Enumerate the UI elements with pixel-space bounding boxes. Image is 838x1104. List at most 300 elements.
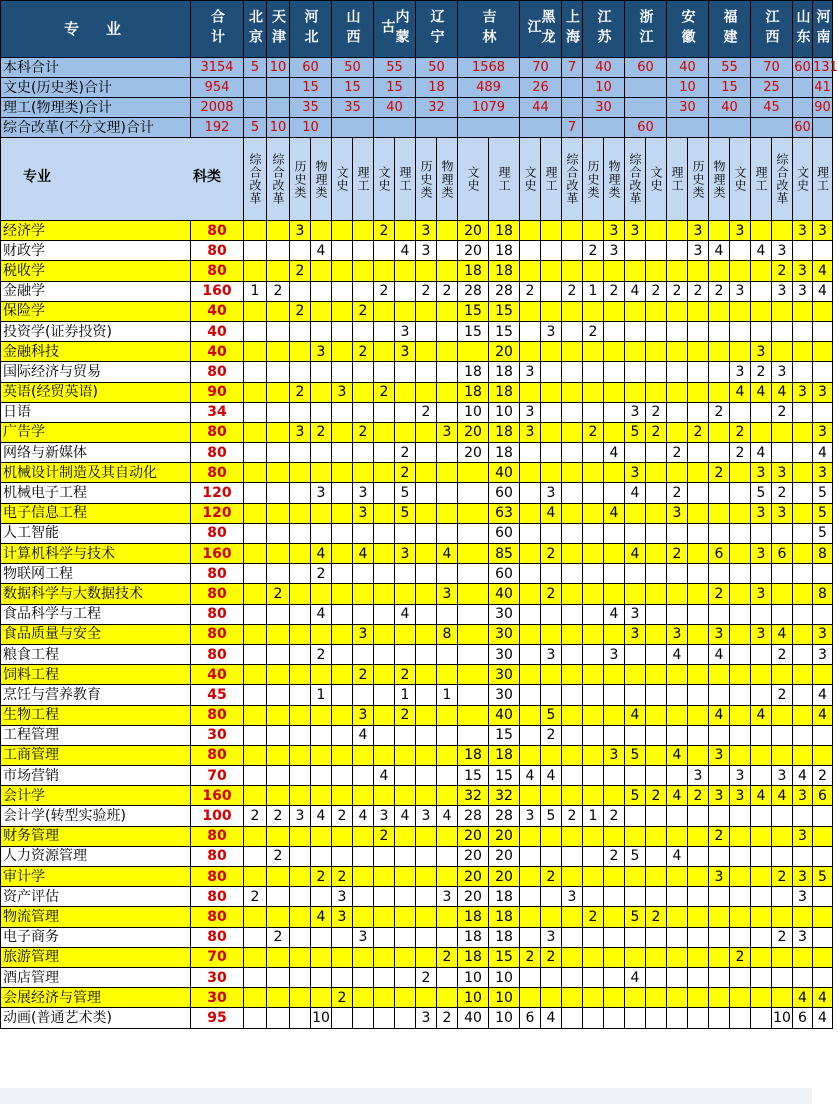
quota-cell: 2 bbox=[374, 281, 395, 301]
quota-cell bbox=[458, 564, 489, 584]
summary-cell: 70 bbox=[751, 58, 793, 78]
quota-cell bbox=[374, 988, 395, 1008]
summary-cell: 15 bbox=[290, 78, 332, 98]
quota-cell: 15 bbox=[489, 725, 520, 745]
quota-cell bbox=[562, 604, 583, 624]
major-total: 80 bbox=[191, 624, 244, 644]
quota-cell bbox=[395, 523, 416, 543]
quota-cell bbox=[416, 705, 437, 725]
quota-cell bbox=[646, 685, 667, 705]
quota-cell: 5 bbox=[813, 867, 833, 887]
quota-cell: 2 bbox=[520, 281, 541, 301]
quota-cell bbox=[813, 604, 833, 624]
major-total: 40 bbox=[191, 301, 244, 321]
quota-cell bbox=[709, 725, 730, 745]
quota-cell: 40 bbox=[458, 1008, 489, 1028]
quota-cell: 2 bbox=[667, 544, 688, 564]
major-name: 计算机科学与技术 bbox=[1, 544, 191, 564]
major-row bbox=[1, 362, 833, 382]
quota-cell bbox=[311, 826, 332, 846]
quota-cell bbox=[646, 806, 667, 826]
quota-cell bbox=[772, 705, 793, 725]
quota-cell bbox=[520, 907, 541, 927]
quota-cell bbox=[583, 463, 604, 483]
major-row bbox=[1, 786, 833, 806]
major-row bbox=[1, 665, 833, 685]
quota-cell bbox=[374, 665, 395, 685]
quota-cell bbox=[267, 1008, 290, 1028]
quota-cell bbox=[374, 725, 395, 745]
quota-cell: 2 bbox=[374, 826, 395, 846]
quota-cell: 1 bbox=[583, 281, 604, 301]
quota-cell bbox=[688, 483, 709, 503]
quota-cell bbox=[244, 564, 267, 584]
quota-cell bbox=[332, 483, 353, 503]
quota-cell bbox=[244, 947, 267, 967]
quota-cell: 40 bbox=[489, 463, 520, 483]
quota-cell bbox=[520, 483, 541, 503]
quota-cell bbox=[688, 947, 709, 967]
quota-cell: 2 bbox=[353, 342, 374, 362]
quota-cell bbox=[772, 806, 793, 826]
quota-cell bbox=[437, 483, 458, 503]
quota-cell bbox=[604, 422, 625, 442]
major-name: 电子信息工程 bbox=[1, 503, 191, 523]
quota-cell bbox=[290, 1008, 311, 1028]
quota-cell: 63 bbox=[489, 503, 520, 523]
quota-cell bbox=[730, 685, 751, 705]
quota-cell: 18 bbox=[458, 745, 489, 765]
quota-cell bbox=[751, 422, 772, 442]
quota-cell bbox=[332, 826, 353, 846]
quota-cell bbox=[583, 604, 604, 624]
quota-cell bbox=[625, 725, 646, 745]
quota-cell bbox=[646, 644, 667, 664]
quota-cell bbox=[311, 584, 332, 604]
quota-cell bbox=[353, 644, 374, 664]
major-name: 会计学(转型实验班) bbox=[1, 806, 191, 826]
quota-cell bbox=[520, 443, 541, 463]
quota-cell bbox=[688, 846, 709, 866]
quota-cell: 4 bbox=[813, 685, 833, 705]
quota-cell bbox=[793, 806, 813, 826]
quota-cell: 4 bbox=[751, 443, 772, 463]
summary-cell: 131 bbox=[813, 58, 833, 78]
quota-cell bbox=[332, 443, 353, 463]
summary-cell: 30 bbox=[583, 98, 625, 118]
quota-cell: 3 bbox=[688, 241, 709, 261]
summary-cell bbox=[244, 98, 267, 118]
quota-cell bbox=[667, 261, 688, 281]
quota-cell bbox=[772, 907, 793, 927]
quota-cell bbox=[416, 604, 437, 624]
quota-cell bbox=[332, 362, 353, 382]
summary-cell: 70 bbox=[520, 58, 562, 78]
quota-cell bbox=[562, 503, 583, 523]
quota-cell bbox=[709, 907, 730, 927]
quota-cell bbox=[583, 584, 604, 604]
quota-cell bbox=[604, 261, 625, 281]
quota-cell bbox=[813, 927, 833, 947]
quota-cell bbox=[332, 544, 353, 564]
quota-cell: 3 bbox=[374, 806, 395, 826]
quota-cell: 2 bbox=[290, 261, 311, 281]
quota-cell: 20 bbox=[458, 241, 489, 261]
quota-cell bbox=[520, 624, 541, 644]
quota-cell: 2 bbox=[395, 705, 416, 725]
quota-cell: 2 bbox=[730, 443, 751, 463]
quota-cell bbox=[353, 584, 374, 604]
quota-cell: 18 bbox=[458, 927, 489, 947]
quota-cell: 2 bbox=[353, 301, 374, 321]
quota-cell: 4 bbox=[395, 241, 416, 261]
province-header: 山东 bbox=[793, 1, 813, 58]
major-row bbox=[1, 443, 833, 463]
quota-cell bbox=[353, 362, 374, 382]
quota-cell bbox=[667, 988, 688, 1008]
quota-cell: 2 bbox=[604, 806, 625, 826]
quota-cell: 5 bbox=[625, 846, 646, 866]
quota-cell: 2 bbox=[709, 402, 730, 422]
quota-cell bbox=[772, 887, 793, 907]
subject-type-header: 文史 bbox=[458, 138, 489, 221]
quota-cell bbox=[667, 705, 688, 725]
quota-cell: 30 bbox=[489, 665, 520, 685]
quota-cell bbox=[437, 867, 458, 887]
major-total: 80 bbox=[191, 221, 244, 241]
quota-cell: 5 bbox=[625, 422, 646, 442]
major-row bbox=[1, 745, 833, 765]
quota-cell bbox=[374, 564, 395, 584]
quota-cell bbox=[730, 503, 751, 523]
quota-cell bbox=[332, 766, 353, 786]
quota-cell bbox=[267, 443, 290, 463]
quota-cell bbox=[730, 261, 751, 281]
quota-cell bbox=[520, 604, 541, 624]
quota-cell bbox=[416, 786, 437, 806]
quota-cell: 3 bbox=[311, 483, 332, 503]
quota-cell: 4 bbox=[667, 846, 688, 866]
quota-cell: 15 bbox=[489, 321, 520, 341]
quota-cell bbox=[604, 382, 625, 402]
quota-cell bbox=[244, 786, 267, 806]
quota-cell bbox=[416, 564, 437, 584]
major-row bbox=[1, 826, 833, 846]
quota-cell: 4 bbox=[813, 705, 833, 725]
quota-cell bbox=[688, 342, 709, 362]
quota-cell bbox=[772, 443, 793, 463]
quota-cell: 5 bbox=[395, 483, 416, 503]
quota-cell bbox=[374, 624, 395, 644]
quota-cell bbox=[395, 301, 416, 321]
subject-type-header: 理工 bbox=[353, 138, 374, 221]
quota-cell bbox=[244, 584, 267, 604]
quota-cell bbox=[751, 564, 772, 584]
quota-cell bbox=[244, 463, 267, 483]
major-total: 45 bbox=[191, 685, 244, 705]
quota-cell bbox=[604, 887, 625, 907]
quota-cell: 18 bbox=[489, 382, 520, 402]
quota-cell bbox=[267, 362, 290, 382]
quota-cell: 3 bbox=[793, 927, 813, 947]
quota-cell bbox=[583, 685, 604, 705]
quota-cell bbox=[583, 221, 604, 241]
quota-cell bbox=[583, 261, 604, 281]
quota-cell bbox=[730, 846, 751, 866]
quota-cell bbox=[416, 503, 437, 523]
quota-cell bbox=[604, 321, 625, 341]
quota-cell bbox=[520, 241, 541, 261]
quota-cell bbox=[709, 564, 730, 584]
quota-cell: 2 bbox=[267, 281, 290, 301]
quota-cell bbox=[730, 463, 751, 483]
quota-cell: 5 bbox=[625, 786, 646, 806]
quota-cell bbox=[353, 463, 374, 483]
quota-cell bbox=[562, 241, 583, 261]
quota-cell: 18 bbox=[489, 907, 520, 927]
summary-cell bbox=[244, 78, 267, 98]
quota-cell bbox=[416, 261, 437, 281]
major-total: 80 bbox=[191, 261, 244, 281]
quota-cell bbox=[751, 321, 772, 341]
quota-cell: 5 bbox=[751, 483, 772, 503]
quota-cell bbox=[437, 463, 458, 483]
quota-cell bbox=[458, 604, 489, 624]
quota-cell bbox=[793, 422, 813, 442]
quota-cell bbox=[374, 907, 395, 927]
quota-cell: 3 bbox=[813, 644, 833, 664]
quota-cell bbox=[267, 483, 290, 503]
quota-cell bbox=[688, 261, 709, 281]
quota-cell bbox=[813, 362, 833, 382]
quota-cell bbox=[311, 463, 332, 483]
summary-cell bbox=[793, 98, 813, 118]
quota-cell bbox=[583, 443, 604, 463]
quota-cell bbox=[688, 1008, 709, 1028]
quota-cell bbox=[374, 846, 395, 866]
quota-cell bbox=[311, 887, 332, 907]
quota-cell bbox=[267, 544, 290, 564]
quota-cell bbox=[646, 887, 667, 907]
diagonal-header-cell bbox=[1, 138, 244, 221]
quota-cell bbox=[646, 988, 667, 1008]
quota-cell bbox=[290, 503, 311, 523]
quota-cell bbox=[311, 382, 332, 402]
quota-cell bbox=[688, 826, 709, 846]
quota-cell bbox=[583, 483, 604, 503]
quota-cell bbox=[244, 745, 267, 765]
quota-cell: 28 bbox=[458, 281, 489, 301]
quota-cell: 18 bbox=[458, 907, 489, 927]
quota-cell bbox=[583, 947, 604, 967]
major-name: 金融学 bbox=[1, 281, 191, 301]
quota-cell bbox=[353, 402, 374, 422]
quota-cell bbox=[353, 786, 374, 806]
subject-type-header: 综合改革 bbox=[562, 138, 583, 221]
quota-cell: 8 bbox=[437, 624, 458, 644]
quota-cell bbox=[520, 927, 541, 947]
quota-cell bbox=[353, 1008, 374, 1028]
quota-cell: 2 bbox=[290, 301, 311, 321]
quota-cell bbox=[667, 241, 688, 261]
quota-cell bbox=[667, 402, 688, 422]
quota-cell bbox=[437, 503, 458, 523]
quota-cell: 3 bbox=[813, 382, 833, 402]
summary-cell: 50 bbox=[332, 58, 374, 78]
quota-cell bbox=[458, 483, 489, 503]
quota-cell bbox=[267, 221, 290, 241]
subject-type-header: 理工 bbox=[813, 138, 833, 221]
quota-cell bbox=[267, 422, 290, 442]
quota-cell: 2 bbox=[267, 846, 290, 866]
quota-cell bbox=[374, 463, 395, 483]
summary-cell bbox=[709, 118, 751, 138]
summary-row bbox=[1, 98, 833, 118]
major-row bbox=[1, 261, 833, 281]
quota-cell bbox=[332, 241, 353, 261]
quota-cell bbox=[416, 725, 437, 745]
major-total: 80 bbox=[191, 846, 244, 866]
quota-cell: 2 bbox=[311, 644, 332, 664]
quota-cell: 2 bbox=[353, 665, 374, 685]
quota-cell: 3 bbox=[688, 766, 709, 786]
province-header: 吉林 bbox=[458, 1, 520, 58]
quota-cell bbox=[541, 523, 562, 543]
quota-cell bbox=[311, 786, 332, 806]
quota-cell bbox=[290, 967, 311, 987]
quota-cell bbox=[332, 927, 353, 947]
major-name: 电子商务 bbox=[1, 927, 191, 947]
quota-cell: 3 bbox=[813, 422, 833, 442]
quota-cell: 1 bbox=[311, 685, 332, 705]
quota-cell bbox=[646, 766, 667, 786]
quota-cell bbox=[688, 685, 709, 705]
quota-cell bbox=[416, 362, 437, 382]
quota-cell bbox=[332, 463, 353, 483]
quota-cell bbox=[667, 887, 688, 907]
quota-cell bbox=[772, 422, 793, 442]
quota-cell: 3 bbox=[437, 422, 458, 442]
quota-cell bbox=[244, 867, 267, 887]
quota-cell: 2 bbox=[520, 947, 541, 967]
quota-cell bbox=[437, 564, 458, 584]
quota-cell bbox=[244, 382, 267, 402]
summary-cell: 15 bbox=[374, 78, 416, 98]
quota-cell: 4 bbox=[751, 241, 772, 261]
quota-cell bbox=[813, 402, 833, 422]
quota-cell bbox=[395, 261, 416, 281]
quota-cell bbox=[244, 402, 267, 422]
quota-cell bbox=[813, 907, 833, 927]
quota-cell: 20 bbox=[458, 846, 489, 866]
quota-cell bbox=[604, 867, 625, 887]
quota-cell: 3 bbox=[772, 362, 793, 382]
quota-cell bbox=[541, 665, 562, 685]
quota-cell bbox=[730, 705, 751, 725]
quota-cell bbox=[562, 523, 583, 543]
quota-cell: 3 bbox=[709, 745, 730, 765]
summary-cell: 60 bbox=[290, 58, 332, 78]
quota-cell bbox=[267, 382, 290, 402]
quota-cell bbox=[625, 1008, 646, 1028]
quota-cell bbox=[332, 523, 353, 543]
summary-total: 954 bbox=[191, 78, 244, 98]
quota-cell bbox=[374, 301, 395, 321]
major-name: 资产评估 bbox=[1, 887, 191, 907]
quota-cell bbox=[374, 261, 395, 281]
major-row bbox=[1, 725, 833, 745]
quota-cell bbox=[437, 967, 458, 987]
quota-cell: 4 bbox=[311, 907, 332, 927]
quota-cell bbox=[583, 624, 604, 644]
quota-cell: 4 bbox=[395, 806, 416, 826]
quota-cell: 18 bbox=[458, 261, 489, 281]
quota-cell bbox=[688, 867, 709, 887]
quota-cell: 3 bbox=[416, 221, 437, 241]
quota-cell bbox=[772, 725, 793, 745]
summary-cell: 41 bbox=[813, 78, 833, 98]
quota-cell: 2 bbox=[311, 867, 332, 887]
quota-cell bbox=[267, 967, 290, 987]
summary-cell: 35 bbox=[290, 98, 332, 118]
quota-cell bbox=[458, 523, 489, 543]
quota-cell bbox=[437, 644, 458, 664]
major-total: 80 bbox=[191, 604, 244, 624]
major-name: 金融科技 bbox=[1, 342, 191, 362]
quota-cell bbox=[332, 402, 353, 422]
quota-cell bbox=[688, 503, 709, 523]
quota-cell: 4 bbox=[751, 382, 772, 402]
major-total: 160 bbox=[191, 786, 244, 806]
quota-cell bbox=[437, 221, 458, 241]
subject-type-header: 文史 bbox=[520, 138, 541, 221]
quota-cell bbox=[751, 301, 772, 321]
quota-cell bbox=[751, 988, 772, 1008]
quota-cell bbox=[667, 1008, 688, 1028]
major-name: 生物工程 bbox=[1, 705, 191, 725]
major-name: 人工智能 bbox=[1, 523, 191, 543]
quota-cell: 32 bbox=[489, 786, 520, 806]
quota-cell bbox=[583, 1008, 604, 1028]
quota-cell bbox=[646, 241, 667, 261]
province-header: 上海 bbox=[562, 1, 583, 58]
quota-cell bbox=[688, 321, 709, 341]
quota-cell bbox=[562, 988, 583, 1008]
quota-cell bbox=[625, 503, 646, 523]
quota-cell bbox=[311, 362, 332, 382]
quota-cell: 4 bbox=[751, 786, 772, 806]
quota-cell bbox=[374, 786, 395, 806]
quota-cell: 20 bbox=[458, 867, 489, 887]
quota-cell bbox=[267, 604, 290, 624]
major-name: 会展经济与管理 bbox=[1, 988, 191, 1008]
quota-cell bbox=[395, 644, 416, 664]
quota-cell: 3 bbox=[751, 544, 772, 564]
quota-cell: 2 bbox=[772, 261, 793, 281]
quota-cell bbox=[688, 725, 709, 745]
quota-cell: 3 bbox=[353, 624, 374, 644]
quota-cell bbox=[458, 624, 489, 644]
summary-cell: 50 bbox=[416, 58, 458, 78]
summary-cell bbox=[332, 118, 374, 138]
quota-cell: 4 bbox=[604, 443, 625, 463]
quota-cell bbox=[604, 826, 625, 846]
quota-cell bbox=[730, 1008, 751, 1028]
quota-cell bbox=[244, 967, 267, 987]
quota-cell bbox=[813, 745, 833, 765]
quota-cell bbox=[541, 786, 562, 806]
quota-cell bbox=[353, 523, 374, 543]
